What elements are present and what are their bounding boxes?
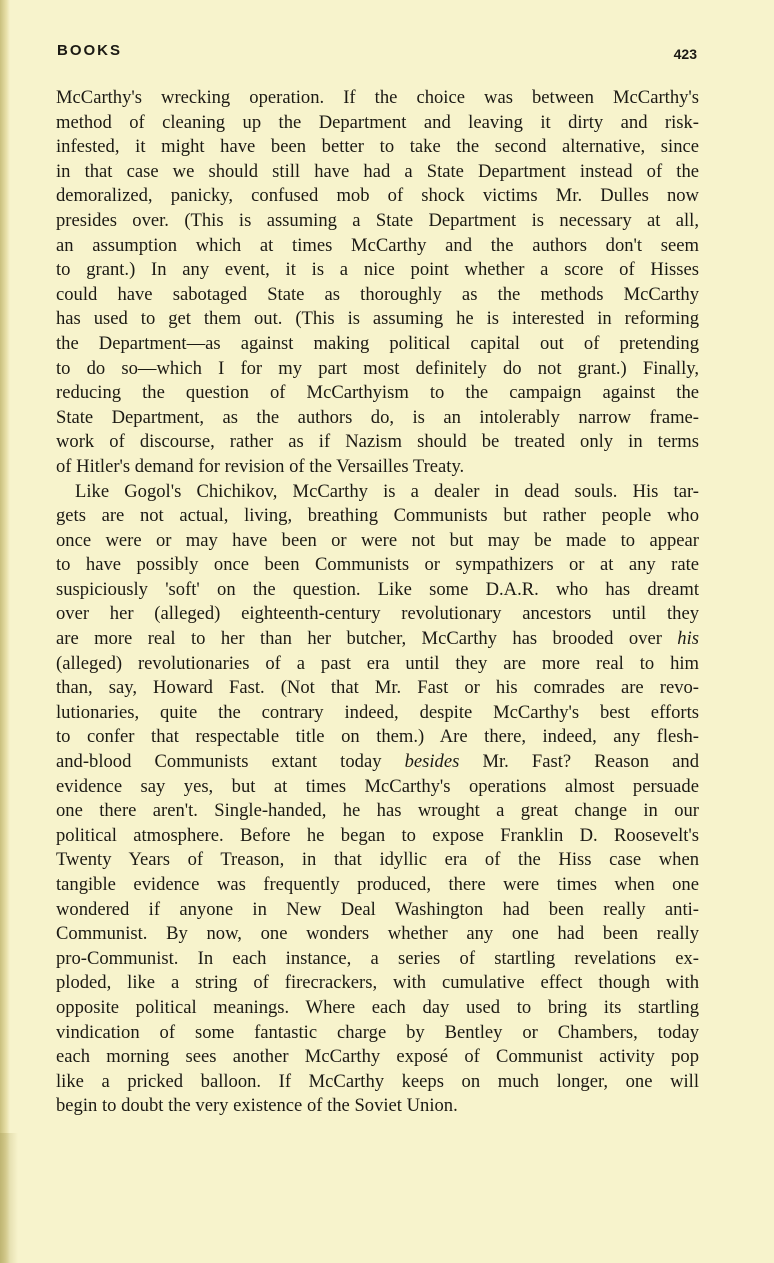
- text-line: to grant.) In any event, it is a nice point whether a score of Hisses: [56, 259, 699, 281]
- line-text: Mr. Fast? Reason and: [459, 751, 699, 773]
- running-head: BOOKS: [57, 42, 123, 59]
- emphasis-text: besides: [404, 751, 460, 773]
- text-line: (alleged) revolutionaries of a past era until they are more real to him: [56, 652, 699, 674]
- text-line: demoralized, panicky, confused mob of shock victims Mr. Dulles now: [56, 185, 699, 207]
- text-line: vindication of some fantastic charge by Bentley or Chambers, today: [56, 1021, 699, 1043]
- text-line: in that case we should still have had a State Department instead of the: [56, 160, 699, 182]
- page-header: [57, 42, 697, 66]
- text-line: the Department—as against making political capital out of pretending: [56, 332, 699, 354]
- page-binding-edge: [0, 0, 10, 1263]
- text-line: McCarthy's wrecking operation. If the choice was between McCarthy's: [56, 87, 699, 108]
- text-line: political atmosphere. Before he began to expose Franklin D. Roosevelt's: [56, 824, 699, 846]
- page-binding-shadow: [0, 1133, 18, 1263]
- text-line: method of cleaning up the Department and leaving it dirty and risk-: [56, 111, 699, 133]
- body-text: [56, 86, 699, 1119]
- text-line: Communist. By now, one wonders whether any one had been really: [56, 923, 699, 945]
- text-line: [56, 750, 699, 775]
- text-line: ploded, like a string of firecrackers, with cumulative effect though with: [56, 972, 699, 994]
- text-line: Twenty Years of Treason, in that idyllic era of the Hiss case when: [56, 849, 699, 871]
- text-line: over her (alleged) eighteenth-century revolutionary ancestors until they: [56, 603, 699, 625]
- text-line: [56, 627, 699, 652]
- text-line: infested, it might have been better to take the second alternative, since: [56, 136, 699, 158]
- text-line: wondered if anyone in New Deal Washington had been really anti-: [56, 898, 699, 920]
- line-text: and-blood Communists extant today: [56, 751, 405, 773]
- text-line: presides over. (This is assuming a State Department is necessary at all,: [56, 209, 699, 231]
- text-line: State Department, as the authors do, is an intolerably narrow frame-: [56, 406, 699, 428]
- emphasis-text: his: [677, 628, 699, 650]
- text-line: tangible evidence was frequently produced, there were times when one: [56, 874, 699, 895]
- text-line: to do so—which I for my part most definitely do not grant.) Finally,: [56, 357, 699, 379]
- text-line: reducing the question of McCarthyism to the campaign against the: [56, 382, 699, 404]
- text-line: suspiciously 'soft' on the question. Like some D.A.R. who has dreamt: [56, 578, 699, 600]
- text-line: an assumption which at times McCarthy and the authors don't seem: [56, 234, 699, 256]
- text-line: gets are not actual, living, breathing Communists but rather people who: [56, 505, 699, 527]
- line-text: are more real to her than her butcher, McCarthy has brooded over: [56, 628, 678, 650]
- text-line: evidence say yes, but at times McCarthy's operations almost persuade: [56, 775, 699, 797]
- text-line: Like Gogol's Chichikov, McCarthy is a dealer in dead souls. His tar-: [75, 480, 699, 502]
- text-line: begin to doubt the very existence of the Soviet Union.: [56, 1095, 458, 1117]
- text-line: lutionaries, quite the contrary indeed, despite McCarthy's best efforts: [56, 701, 699, 723]
- text-line: pro-Communist. In each instance, a series of startling revelations ex-: [56, 947, 699, 969]
- text-line: could have sabotaged State as thoroughly as the methods McCarthy: [56, 283, 699, 305]
- text-line: to confer that respectable title on them.) Are there, indeed, any flesh-: [56, 726, 699, 748]
- text-line: one there aren't. Single-handed, he has wrought a great change in our: [56, 800, 699, 822]
- text-line: than, say, Howard Fast. (Not that Mr. Fast or his comrades are revo-: [56, 677, 699, 699]
- text-line: each morning sees another McCarthy exposé of Communist activity pop: [56, 1046, 699, 1068]
- paragraph: [56, 86, 699, 480]
- paragraph: [56, 480, 699, 1119]
- text-line: to have possibly once been Communists or sympathizers or at any rate: [56, 554, 699, 576]
- page-number: 423: [673, 46, 697, 62]
- text-line: like a pricked balloon. If McCarthy keeps on much longer, one will: [56, 1070, 699, 1092]
- text-line: work of discourse, rather as if Nazism should be treated only in terms: [56, 431, 699, 453]
- text-line: once were or may have been or were not but may be made to appear: [56, 529, 699, 551]
- text-line: of Hitler's demand for revision of the Versailles Treaty.: [56, 455, 465, 477]
- text-line: has used to get them out. (This is assuming he is interested in reforming: [56, 308, 699, 330]
- text-line: opposite political meanings. Where each day used to bring its startling: [56, 996, 699, 1018]
